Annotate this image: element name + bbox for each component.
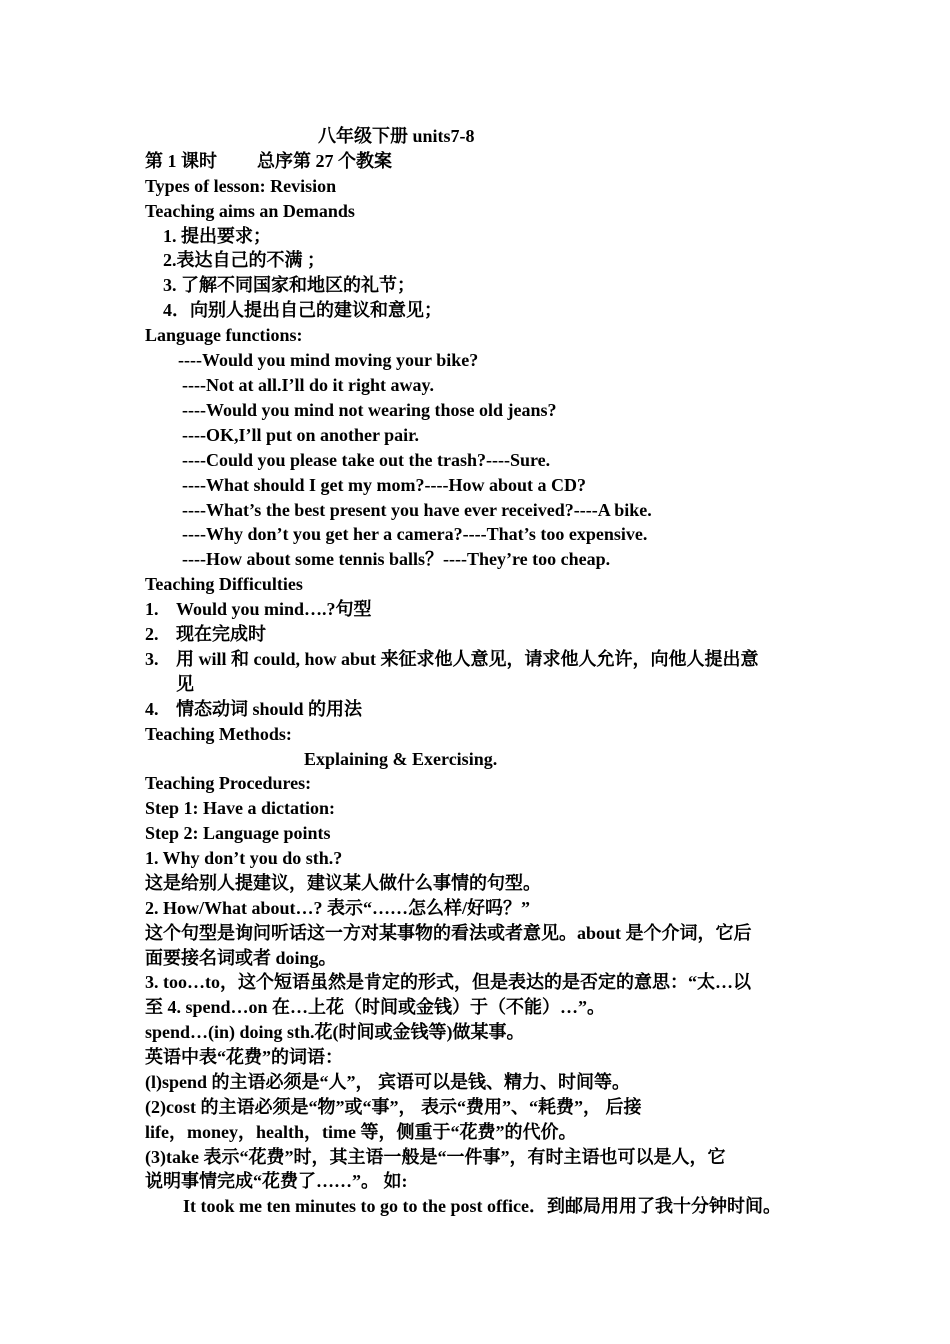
difficulty-item <box>145 697 362 722</box>
function-line: ----How about some tennis balls？----They’re too cheap. <box>182 549 611 569</box>
lesson-number: 第 1 课时 <box>145 151 217 171</box>
function-line: ----Would you mind not wearing those old jeans? <box>182 400 557 420</box>
aim-item: 1. 提出要求； <box>163 226 271 246</box>
aim-item: 2.表达自己的不满 ； <box>163 250 325 270</box>
point-line: 这个句型是询问听话这一方对某事物的看法或者意见。about 是个介词，它后 <box>145 923 752 943</box>
difficulty-text: Would you mind….?句型 <box>176 599 372 619</box>
point-line: 这是给别人提建议，建议某人做什么事情的句型。 <box>145 873 541 893</box>
types-of-lesson: Types of lesson: Revision <box>145 176 337 196</box>
point-line: 1. Why don’t you do sth.? <box>145 848 343 868</box>
point-line: 说明事情完成“花费了……”。 如: <box>145 1171 408 1191</box>
point-line: (3)take 表示“花费”时，其主语一般是“一件事”，有时主语也可以是人，它 <box>145 1147 726 1167</box>
difficulty-text: 情态动词 should 的用法 <box>176 699 363 719</box>
function-line: ----Would you mind moving your bike? <box>178 350 479 370</box>
difficulty-number: 4. <box>145 699 159 719</box>
point-line: life，money，health，time 等，侧重于“花费”的代价。 <box>145 1122 577 1142</box>
difficulty-number: 2. <box>145 624 159 644</box>
lesson-header <box>145 149 392 174</box>
point-line: 2. How/What about…? 表示“……怎么样/好吗？” <box>145 898 531 918</box>
difficulty-text: 现在完成时 <box>176 624 266 644</box>
point-line: 英语中表“花费”的词语： <box>145 1047 343 1067</box>
difficulty-number: 3. <box>145 649 159 669</box>
function-line: ----What’s the best present you have ever received?----A bike. <box>182 500 652 520</box>
point-line: spend…(in) doing sth.花(时间或金钱等)做某事。 <box>145 1022 525 1042</box>
lesson-order: 总序第 27 个教案 <box>257 151 392 171</box>
difficulty-item <box>145 672 194 697</box>
function-line: ----What should I get my mom?----How about a CD? <box>182 475 586 495</box>
point-line: 3. too…to，这个短语虽然是肯定的形式，但是表达的是否定的意思：“太…以 <box>145 972 751 992</box>
aim-item: 3. 了解不同国家和地区的礼节； <box>163 275 415 295</box>
function-line: ----Not at all.I’ll do it right away. <box>182 375 434 395</box>
functions-heading: Language functions: <box>145 325 303 345</box>
difficulty-item <box>145 647 759 672</box>
procedures-heading: Teaching Procedures: <box>145 773 312 793</box>
example-sentence: It took me ten minutes to go to the post office．到邮局用用了我十分钟时间。 <box>183 1196 781 1216</box>
difficulty-text: 见 <box>176 674 194 694</box>
point-line: (2)cost 的主语必须是“物”或“事”， 表示“费用”、“耗费”， 后接 <box>145 1097 642 1117</box>
step-2: Step 2: Language points <box>145 823 331 843</box>
difficulty-text: 用 will 和 could, how abut 来征求他人意见，请求他人允许，向他人提出意 <box>176 649 759 669</box>
point-line: 至 4. spend…on 在…上花（时间或金钱）于（不能）…”。 <box>145 997 606 1017</box>
difficulty-number: 1. <box>145 599 159 619</box>
difficulty-item <box>145 597 372 622</box>
difficulty-item <box>145 622 266 647</box>
aim-item: 4．向别人提出自己的建议和意见； <box>163 300 442 320</box>
point-line: (l)spend 的主语必须是“人”， 宾语可以是钱、精力、时间等。 <box>145 1072 631 1092</box>
point-line: 面要接名词或者 doing。 <box>145 948 337 968</box>
function-line: ----OK,I’ll put on another pair. <box>182 425 420 445</box>
function-line: ----Could you please take out the trash?----Sure. <box>182 450 551 470</box>
aims-heading: Teaching aims an Demands <box>145 201 355 221</box>
methods-heading: Teaching Methods: <box>145 724 292 744</box>
methods-text: Explaining & Exercising. <box>304 749 498 769</box>
document-title: 八年级下册 units7-8 <box>318 126 475 146</box>
step-1: Step 1: Have a dictation: <box>145 798 335 818</box>
difficulties-heading: Teaching Difficulties <box>145 574 303 594</box>
function-line: ----Why don’t you get her a camera?----That’s too expensive. <box>182 524 648 544</box>
